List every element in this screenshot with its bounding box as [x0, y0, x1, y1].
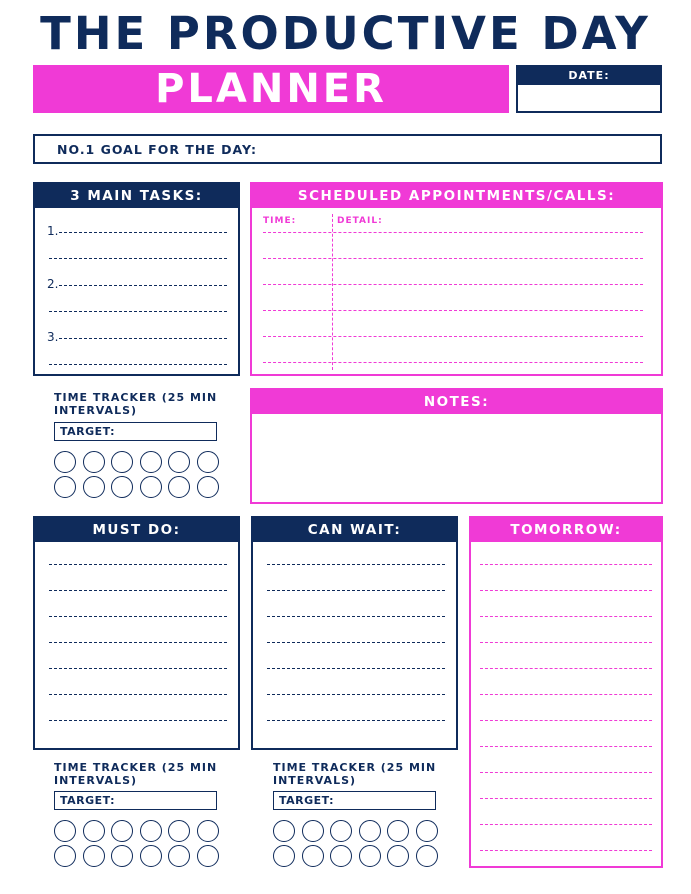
tracker-circles — [54, 451, 219, 498]
time-tracker-1 — [54, 391, 224, 417]
tracker-title-line2: INTERVALS) — [54, 404, 138, 417]
tomorrow-heading: TOMORROW: — [471, 518, 661, 542]
must-do-heading: MUST DO: — [35, 518, 238, 542]
task-line[interactable] — [59, 338, 227, 339]
interval-circle[interactable] — [168, 476, 190, 498]
tomorrow-line[interactable] — [480, 772, 652, 773]
interval-circle[interactable] — [140, 476, 162, 498]
interval-circle[interactable] — [54, 820, 76, 842]
interval-circle[interactable] — [111, 820, 133, 842]
interval-circle[interactable] — [302, 820, 324, 842]
interval-circle[interactable] — [416, 845, 438, 867]
interval-circle[interactable] — [416, 820, 438, 842]
tomorrow-line[interactable] — [480, 746, 652, 747]
must-do-line[interactable] — [49, 668, 227, 669]
notes-heading: NOTES: — [252, 390, 661, 414]
tracker-title-line2: INTERVALS) — [54, 774, 138, 787]
interval-circle[interactable] — [168, 451, 190, 473]
interval-circle[interactable] — [83, 820, 105, 842]
tomorrow-line[interactable] — [480, 590, 652, 591]
tomorrow-line[interactable] — [480, 824, 652, 825]
interval-circle[interactable] — [168, 820, 190, 842]
can-wait-line[interactable] — [267, 564, 445, 565]
tomorrow-line[interactable] — [480, 564, 652, 565]
must-do-line[interactable] — [49, 720, 227, 721]
target-field[interactable]: TARGET: — [273, 791, 436, 810]
can-wait-line[interactable] — [267, 694, 445, 695]
interval-circle[interactable] — [83, 451, 105, 473]
planner-title: THE PRODUCTIVE DAY — [40, 7, 651, 60]
interval-circle[interactable] — [54, 451, 76, 473]
interval-circle[interactable] — [359, 845, 381, 867]
interval-circle[interactable] — [330, 820, 352, 842]
must-do-line[interactable] — [49, 616, 227, 617]
tomorrow-line[interactable] — [480, 850, 652, 851]
can-wait-heading: CAN WAIT: — [253, 518, 456, 542]
interval-circle[interactable] — [197, 845, 219, 867]
appointments-box — [250, 182, 663, 376]
interval-circle[interactable] — [140, 451, 162, 473]
task-number-2: 2. — [47, 277, 59, 291]
interval-circle[interactable] — [273, 845, 295, 867]
tomorrow-line[interactable] — [480, 694, 652, 695]
appointments-heading: SCHEDULED APPOINTMENTS/CALLS: — [252, 184, 661, 208]
tracker-circles — [273, 820, 438, 867]
time-label: TIME: — [263, 216, 297, 226]
tomorrow-line[interactable] — [480, 642, 652, 643]
interval-circle[interactable] — [83, 476, 105, 498]
tomorrow-line[interactable] — [480, 798, 652, 799]
interval-circle[interactable] — [359, 820, 381, 842]
notes-box[interactable] — [250, 388, 663, 504]
detail-label: DETAIL: — [337, 216, 383, 226]
time-tracker-2 — [54, 761, 224, 787]
appointment-line[interactable] — [263, 258, 643, 259]
interval-circle[interactable] — [302, 845, 324, 867]
can-wait-line[interactable] — [267, 616, 445, 617]
tomorrow-box — [469, 516, 663, 868]
must-do-line[interactable] — [49, 642, 227, 643]
task-line[interactable] — [49, 258, 227, 259]
task-line[interactable] — [59, 232, 227, 233]
task-line[interactable] — [49, 311, 227, 312]
interval-circle[interactable] — [111, 451, 133, 473]
interval-circle[interactable] — [140, 820, 162, 842]
time-tracker-3 — [273, 761, 443, 787]
interval-circle[interactable] — [111, 845, 133, 867]
tomorrow-line[interactable] — [480, 616, 652, 617]
appointment-line[interactable] — [263, 362, 643, 363]
tracker-title-line2: INTERVALS) — [273, 774, 357, 787]
tracker-title-line1: TIME TRACKER (25 MIN — [273, 761, 437, 774]
interval-circle[interactable] — [140, 845, 162, 867]
task-line[interactable] — [59, 285, 227, 286]
interval-circle[interactable] — [273, 820, 295, 842]
must-do-box — [33, 516, 240, 750]
must-do-line[interactable] — [49, 564, 227, 565]
appointment-line[interactable] — [263, 232, 643, 233]
can-wait-line[interactable] — [267, 668, 445, 669]
task-number-1: 1. — [47, 224, 59, 238]
planner-subtitle-banner: PLANNER — [33, 65, 509, 113]
must-do-line[interactable] — [49, 694, 227, 695]
tracker-circles — [54, 820, 219, 867]
interval-circle[interactable] — [83, 845, 105, 867]
interval-circle[interactable] — [387, 845, 409, 867]
interval-circle[interactable] — [54, 476, 76, 498]
tomorrow-line[interactable] — [480, 668, 652, 669]
can-wait-line[interactable] — [267, 590, 445, 591]
interval-circle[interactable] — [387, 820, 409, 842]
interval-circle[interactable] — [197, 820, 219, 842]
interval-circle[interactable] — [54, 845, 76, 867]
task-line[interactable] — [49, 364, 227, 365]
tracker-title-line1: TIME TRACKER (25 MIN — [54, 391, 218, 404]
main-tasks-heading: 3 MAIN TASKS: — [35, 184, 238, 208]
interval-circle[interactable] — [168, 845, 190, 867]
interval-circle[interactable] — [111, 476, 133, 498]
appointment-line[interactable] — [263, 336, 643, 337]
appointment-line[interactable] — [263, 310, 643, 311]
time-detail-divider — [332, 214, 333, 370]
can-wait-line[interactable] — [267, 720, 445, 721]
tracker-title-line1: TIME TRACKER (25 MIN — [54, 761, 218, 774]
interval-circle[interactable] — [197, 476, 219, 498]
appointment-line[interactable] — [263, 284, 643, 285]
date-field[interactable] — [516, 65, 662, 113]
task-number-3: 3. — [47, 330, 59, 344]
can-wait-box — [251, 516, 458, 750]
interval-circle[interactable] — [197, 451, 219, 473]
date-label: DATE: — [518, 67, 660, 85]
interval-circle[interactable] — [330, 845, 352, 867]
target-field[interactable]: TARGET: — [54, 422, 217, 441]
tomorrow-line[interactable] — [480, 720, 652, 721]
goal-field[interactable]: NO.1 GOAL FOR THE DAY: — [33, 134, 662, 164]
target-field[interactable]: TARGET: — [54, 791, 217, 810]
must-do-line[interactable] — [49, 590, 227, 591]
main-tasks-box — [33, 182, 240, 376]
can-wait-line[interactable] — [267, 642, 445, 643]
